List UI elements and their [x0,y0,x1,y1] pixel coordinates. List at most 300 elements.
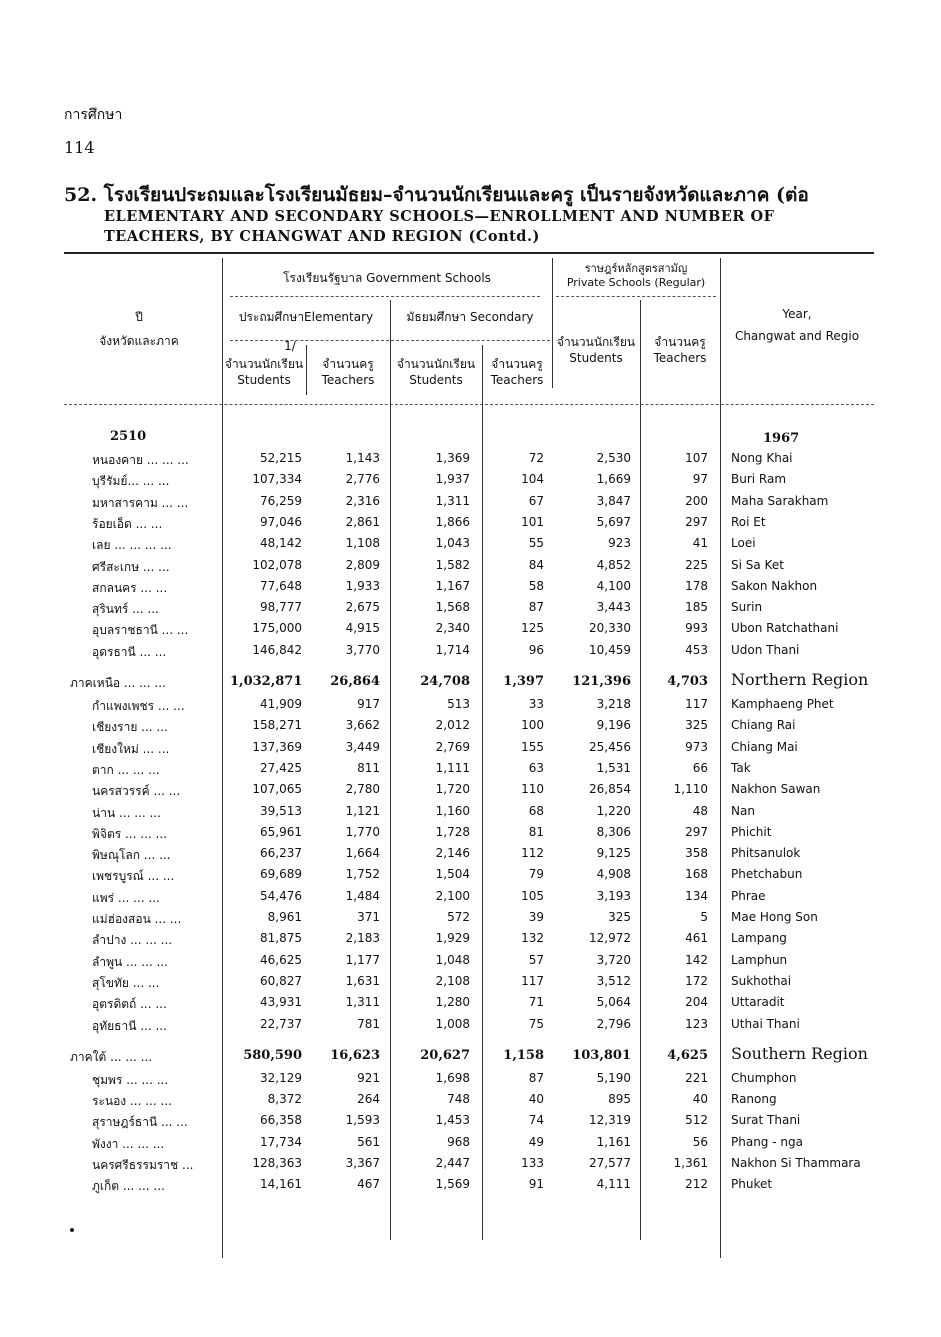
header-private-teachers-english: Teachers [653,351,707,365]
sec-teachers-cell: 117 [521,973,544,988]
private-teachers-cell: 225 [685,557,708,572]
private-students-cell: 5,190 [596,1070,631,1085]
elem-students-cell: 1,032,871 [230,674,303,689]
sec-teachers-cell: 104 [521,472,544,487]
changwat-english: Maha Sarakham [731,493,829,508]
column-divider [390,300,391,1240]
changwat-thai: ระนอง ... ... ... [92,1094,172,1109]
elem-students-cell: 54,476 [260,888,302,903]
changwat-english: Chumphon [731,1070,797,1085]
sec-students-cell: 513 [447,697,470,711]
section-header: การศึกษา [64,107,123,123]
sec-students-cell: 1,167 [435,578,470,593]
elem-teachers-cell: 2,675 [345,600,380,615]
elem-students-cell: 66,358 [260,1113,302,1128]
sec-teachers-cell: 125 [521,621,544,636]
changwat-thai: ชุมพร ... ... ... [92,1072,169,1087]
changwat-english: Phang - nga [731,1134,803,1149]
private-teachers-cell: 168 [685,867,708,882]
changwat-english: Chiang Mai [731,739,798,754]
changwat-english: Nong Khai [731,451,793,465]
title-english-line-2: TEACHERS, BY CHANGWAT AND REGION (Contd.) [104,228,540,245]
private-students-cell: 3,218 [596,697,631,711]
elem-students-cell: 39,513 [260,803,302,818]
elem-teachers-cell: 371 [357,910,380,924]
changwat-thai: อุตรดิตถ์ ... ... [92,997,167,1012]
elem-teachers-cell: 1,143 [345,451,380,465]
header-sec-students-thai: จำนวนนักเรียน [396,357,476,371]
header-elem-students [222,356,306,388]
sec-students-cell: 1,714 [435,642,470,657]
elem-teachers-cell: 264 [357,1092,380,1107]
changwat-english: Loei [731,536,756,551]
private-teachers-cell: 41 [692,536,708,551]
elem-teachers-cell: 2,809 [345,557,380,572]
sec-students-cell: 2,012 [435,718,470,733]
private-teachers-cell: 97 [692,472,708,487]
sec-teachers-cell: 81 [528,824,544,839]
private-students-cell: 5,697 [596,514,631,529]
private-teachers-cell: 1,110 [673,782,708,797]
changwat-english: Ranong [731,1092,777,1107]
header-government-schools: โรงเรียนรัฐบาล Government Schools [283,271,491,285]
changwat-english: Lampang [731,931,787,946]
private-students-cell: 4,852 [596,557,631,572]
private-teachers-cell: 40 [692,1092,708,1107]
header-bottom-rule [64,404,874,405]
sec-students-cell: 1,866 [435,514,470,529]
sec-students-cell: 1,569 [435,1177,470,1192]
stray-dot [70,1228,74,1232]
sec-students-cell: 1,160 [435,803,470,818]
title-english [104,207,864,247]
elem-students-cell: 102,078 [252,557,302,572]
changwat-thai: แม่ฮ่องสอน ... ... [92,912,182,926]
elem-students-cell: 580,590 [243,1047,302,1063]
changwat-english: Tak [731,760,751,775]
private-students-cell: 325 [608,910,631,924]
sec-teachers-cell: 132 [521,931,544,946]
changwat-english: Sukhothai [731,973,792,988]
elem-teachers-cell: 811 [357,760,380,775]
private-teachers-cell: 4,703 [667,674,708,689]
header-year-english: Year, [782,307,812,321]
elem-students-cell: 8,961 [267,910,302,924]
sec-teachers-cell: 105 [521,888,544,903]
sec-students-cell: 1,504 [435,867,470,882]
private-students-cell: 1,669 [596,472,631,487]
private-teachers-cell: 123 [685,1016,708,1031]
elem-students-cell: 107,334 [252,472,302,487]
changwat-thai: มหาสารคาม ... ... [92,495,189,510]
changwat-thai: ลำปาง ... ... ... [92,933,173,948]
elem-teachers-cell: 1,664 [345,846,380,861]
changwat-english: Northern Region [731,670,869,689]
header-changwat-thai: จังหวัดและภาค [99,334,179,348]
elem-students-cell: 65,961 [260,824,302,839]
private-teachers-cell: 56 [692,1134,708,1149]
changwat-thai: เชียงราย ... ... [92,720,168,735]
elem-teachers-cell: 3,449 [345,739,380,754]
elem-students-cell: 76,259 [260,493,302,508]
elem-teachers-cell: 3,770 [345,642,380,657]
private-students-cell: 4,908 [596,867,631,882]
changwat-english: Uthai Thani [731,1016,800,1031]
elem-students-cell: 81,875 [260,931,302,946]
sec-students-cell: 1,453 [435,1113,470,1128]
elem-students-cell: 66,237 [260,846,302,861]
changwat-english: Udon Thani [731,642,800,657]
elem-teachers-cell: 1,752 [345,867,380,882]
header-year-thai: ปี [135,310,143,324]
sec-students-cell: 1,929 [435,931,470,946]
sec-students-cell: 1,720 [435,782,470,797]
changwat-english: Phitsanulok [731,846,801,861]
private-teachers-cell: 117 [685,697,708,711]
page-number: 114 [64,138,95,157]
changwat-thai: พิจิตร ... ... ... [92,826,167,841]
changwat-english: Sakon Nakhon [731,578,818,593]
elem-teachers-cell: 2,776 [345,472,380,487]
elem-teachers-cell: 467 [357,1177,380,1192]
changwat-thai: ภูเก็ต ... ... ... [92,1179,165,1194]
elem-teachers-cell: 1,933 [345,578,380,593]
header-secondary: มัธยมศึกษา Secondary [406,310,534,324]
private-teachers-cell: 172 [685,973,708,988]
changwat-english: Southern Region [731,1043,868,1063]
private-students-cell: 4,100 [596,578,631,593]
sec-teachers-cell: 40 [528,1092,544,1107]
elem-students-cell: 69,689 [260,867,302,882]
changwat-english: Mae Hong Son [731,910,818,924]
sec-students-cell: 24,708 [420,674,470,689]
header-private-schools-english: Private Schools (Regular) [566,276,706,289]
changwat-thai: ศรีสะเกษ ... ... [92,559,170,574]
elem-teachers-cell: 3,662 [345,718,380,733]
elem-students-cell: 22,737 [260,1016,302,1031]
private-teachers-cell: 993 [685,621,708,636]
elem-students-cell: 137,369 [252,739,302,754]
elem-teachers-cell: 1,121 [345,803,380,818]
private-students-cell: 3,512 [596,973,631,988]
elem-teachers-cell: 16,623 [330,1047,380,1063]
sec-students-cell: 2,146 [435,846,470,861]
elem-teachers-cell: 1,631 [345,973,380,988]
header-private-schools-thai: ราษฎร์หลักสูตรสามัญ [584,262,688,275]
private-students-cell: 923 [608,536,631,551]
header-sec-teachers-thai: จำนวนครู [491,357,543,371]
sec-teachers-cell: 49 [528,1134,544,1149]
private-students-cell: 3,720 [596,952,631,967]
changwat-thai: เชียงใหม่ ... ... [92,741,170,756]
sec-students-cell: 1,568 [435,600,470,615]
sec-teachers-cell: 67 [528,493,544,508]
elem-students-cell: 48,142 [260,536,302,551]
private-teachers-cell: 107 [685,451,708,465]
sec-teachers-cell: 84 [528,557,544,572]
sec-teachers-cell: 75 [528,1016,544,1031]
header-sec-students [390,356,482,388]
elem-students-cell: 97,046 [260,514,302,529]
elem-teachers-cell: 1,593 [345,1113,380,1128]
sec-teachers-cell: 112 [521,846,544,861]
year-thai: 2510 [110,429,147,444]
changwat-thai: หนองคาย ... ... ... [92,453,189,467]
changwat-thai: ตาก ... ... ... [92,762,160,777]
private-teachers-cell: 66 [692,760,708,775]
private-teachers-cell: 185 [685,600,708,615]
changwat-thai: นครศรีธรรมราช ... [92,1158,194,1172]
changwat-english: Phetchabun [731,867,803,882]
elem-teachers-cell: 781 [357,1016,380,1031]
elem-students-cell: 60,827 [260,973,302,988]
private-teachers-cell: 5 [700,910,708,924]
private-teachers-cell: 297 [685,824,708,839]
header-elementary: ประถมศึกษาElementary [238,310,374,324]
changwat-english: Phrae [731,888,766,903]
changwat-english: Chiang Rai [731,718,796,733]
changwat-thai: เลย ... ... ... ... [92,538,172,553]
private-teachers-cell: 325 [685,718,708,733]
private-students-cell: 895 [608,1092,631,1107]
private-teachers-cell: 142 [685,952,708,967]
changwat-thai: นครสวรรค์ ... ... [92,784,181,799]
private-teachers-cell: 48 [692,803,708,818]
private-students-cell: 2,530 [596,451,631,465]
changwat-english: Lamphun [731,952,788,967]
elem-teachers-cell: 1,177 [345,952,380,967]
elem-students-cell: 52,215 [260,451,302,465]
title-thai: 52. โรงเรียนประถมและโรงเรียนมัธยม–จำนวนนักเรียนและครู เป็นรายจังหวัดและภาค (ต่อ [64,184,809,206]
sec-students-cell: 968 [447,1134,470,1149]
private-teachers-cell: 358 [685,846,708,861]
sec-teachers-cell: 39 [528,910,544,924]
sec-students-cell: 1,111 [435,760,470,775]
sec-teachers-cell: 57 [528,952,544,967]
sec-teachers-cell: 63 [528,760,544,775]
sec-students-cell: 2,100 [435,888,470,903]
private-students-cell: 9,196 [596,718,631,733]
changwat-english: Kamphaeng Phet [731,697,834,711]
header-private-students [552,334,640,366]
elem-students-cell: 41,909 [260,697,302,711]
elem-teachers-cell: 2,861 [345,514,380,529]
elem-students-cell: 128,363 [252,1156,302,1170]
changwat-thai: ภาคใต้ ... ... ... [70,1049,153,1064]
sec-teachers-cell: 1,397 [503,674,544,689]
private-students-cell: 5,064 [596,995,631,1010]
private-students-cell: 1,220 [596,803,631,818]
sec-students-cell: 1,728 [435,824,470,839]
changwat-thai: สกลนคร ... ... [92,580,168,595]
sec-teachers-cell: 87 [528,600,544,615]
private-teachers-cell: 221 [685,1070,708,1085]
private-teachers-cell: 1,361 [673,1156,708,1170]
elem-teachers-cell: 1,484 [345,888,380,903]
sec-students-cell: 2,108 [435,973,470,988]
changwat-english: Surin [731,600,763,615]
sec-teachers-cell: 58 [528,578,544,593]
private-students-cell: 4,111 [596,1177,631,1192]
elem-students-cell: 17,734 [260,1134,302,1149]
private-students-cell: 103,801 [572,1047,631,1063]
changwat-thai: อุบลราชธานี ... ... [92,623,189,638]
changwat-english: Uttaradit [731,995,785,1010]
private-students-cell: 20,330 [589,621,631,636]
private-students-cell: 26,854 [589,782,631,797]
header-private-teachers [640,334,720,366]
sec-teachers-cell: 133 [521,1156,544,1170]
changwat-english: Buri Ram [731,472,787,487]
changwat-thai: พังงา ... ... ... [92,1136,165,1151]
private-students-cell: 121,396 [572,674,631,689]
elem-teachers-cell: 1,108 [345,536,380,551]
elem-students-cell: 27,425 [260,760,302,775]
elem-teachers-cell: 921 [357,1070,380,1085]
private-teachers-cell: 4,625 [667,1047,708,1063]
private-students-cell: 8,306 [596,824,631,839]
private-teachers-cell: 297 [685,514,708,529]
changwat-thai: พิษณุโลก ... ... [92,848,171,863]
header-elem-teachers-thai: จำนวนครู [322,357,374,371]
sec-teachers-cell: 79 [528,867,544,882]
private-students-cell: 12,319 [589,1113,631,1128]
changwat-thai: สุรินทร์ ... ... [92,602,159,617]
sec-students-cell: 1,698 [435,1070,470,1085]
elem-teachers-cell: 561 [357,1134,380,1149]
sec-teachers-cell: 87 [528,1070,544,1085]
changwat-english: Nan [731,803,755,818]
elem-students-cell: 8,372 [267,1092,302,1107]
elem-teachers-cell: 3,367 [345,1156,380,1170]
private-teachers-cell: 512 [685,1113,708,1128]
private-teachers-cell: 178 [685,578,708,593]
changwat-thai: บุรีรัมย์... ... ... [92,474,170,489]
changwat-thai: กำแพงเพชร ... ... [92,699,185,713]
elem-students-cell: 158,271 [252,718,302,733]
table-top-rule [64,252,874,254]
header-private-schools [552,262,720,290]
header-changwat-english: Changwat and Regio [734,329,860,343]
group-rule [556,296,716,297]
elem-students-cell: 43,931 [260,995,302,1010]
elem-students-cell: 146,842 [252,642,302,657]
private-students-cell: 9,125 [596,846,631,861]
elem-students-cell: 32,129 [260,1070,302,1085]
header-elem-teachers-english: Teachers [321,373,375,387]
private-students-cell: 2,796 [596,1016,631,1031]
changwat-thai: แพร่ ... ... ... [92,890,160,905]
changwat-english: Roi Et [731,514,766,529]
sec-teachers-cell: 68 [528,803,544,818]
changwat-english: Nakhon Sawan [731,782,821,797]
sec-students-cell: 2,447 [435,1156,470,1170]
sec-teachers-cell: 74 [528,1113,544,1128]
sec-students-cell: 1,048 [435,952,470,967]
elem-teachers-cell: 1,311 [345,995,380,1010]
sec-teachers-cell: 100 [521,718,544,733]
elem-teachers-cell: 2,316 [345,493,380,508]
private-students-cell: 25,456 [589,739,631,754]
sec-teachers-cell: 155 [521,739,544,754]
private-students-cell: 10,459 [589,642,631,657]
sec-students-cell: 1,280 [435,995,470,1010]
sec-teachers-cell: 33 [528,697,544,711]
sec-students-cell: 748 [447,1092,470,1107]
changwat-thai: อุทัยธานี ... ... [92,1018,167,1033]
sec-students-cell: 1,369 [435,451,470,465]
sec-students-cell: 2,769 [435,739,470,754]
elem-students-cell: 175,000 [252,621,302,636]
header-private-students-english: Students [569,351,623,365]
private-students-cell: 3,443 [596,600,631,615]
elem-students-cell: 107,065 [252,782,302,797]
elem-teachers-cell: 4,915 [345,621,380,636]
private-students-cell: 27,577 [589,1156,631,1170]
private-teachers-cell: 212 [685,1177,708,1192]
changwat-thai: น่าน ... ... ... [92,805,161,820]
changwat-thai: อุดรธานี ... ... [92,644,167,659]
elem-students-cell: 98,777 [260,600,302,615]
year-english: 1967 [763,431,800,446]
header-sec-students-english: Students [409,373,463,387]
elem-teachers-cell: 2,780 [345,782,380,797]
changwat-english: Nakhon Si Thammara [731,1156,861,1170]
header-elem-teachers [306,356,390,388]
header-sec-teachers [482,356,552,388]
private-students-cell: 1,161 [596,1134,631,1149]
elem-teachers-cell: 917 [357,697,380,711]
changwat-thai: สุราษฎร์ธานี ... ... [92,1115,188,1130]
private-teachers-cell: 461 [685,931,708,946]
changwat-english: Phuket [731,1177,773,1192]
sec-students-cell: 2,340 [435,621,470,636]
group-rule [230,296,540,297]
changwat-thai: ลำพูน ... ... ... [92,954,168,969]
sec-students-cell: 1,008 [435,1016,470,1031]
column-divider [720,258,721,1258]
sec-teachers-cell: 71 [528,995,544,1010]
header-private-students-thai: จำนวนนักเรียน [556,335,636,349]
sec-students-cell: 20,627 [420,1047,470,1063]
private-teachers-cell: 973 [685,739,708,754]
sec-students-cell: 1,937 [435,472,470,487]
sec-teachers-cell: 101 [521,514,544,529]
sec-teachers-cell: 96 [528,642,544,657]
sec-teachers-cell: 91 [528,1177,544,1192]
changwat-english: Ubon Ratchathani [731,621,839,636]
sec-students-cell: 572 [447,910,470,924]
private-students-cell: 3,193 [596,888,631,903]
title-english-line-1: ELEMENTARY AND SECONDARY SCHOOLS—ENROLLMENT AND NUMBER OF [104,208,775,225]
private-teachers-cell: 204 [685,995,708,1010]
changwat-thai: ร้อยเอ็ด ... ... [92,516,163,531]
elem-students-cell: 77,648 [260,578,302,593]
changwat-english: Si Sa Ket [731,557,784,572]
changwat-english: Phichit [731,824,772,839]
private-students-cell: 1,531 [596,760,631,775]
sec-teachers-cell: 72 [528,451,544,465]
elem-teachers-cell: 26,864 [330,674,380,689]
changwat-english: Surat Thani [731,1113,801,1128]
private-students-cell: 12,972 [589,931,631,946]
elem-students-cell: 14,161 [260,1177,302,1192]
sec-students-cell: 1,582 [435,557,470,572]
header-elem-students-thai: จำนวนนักเรียน [224,357,304,371]
private-students-cell: 3,847 [596,493,631,508]
private-teachers-cell: 200 [685,493,708,508]
header-sec-teachers-english: Teachers [490,373,544,387]
